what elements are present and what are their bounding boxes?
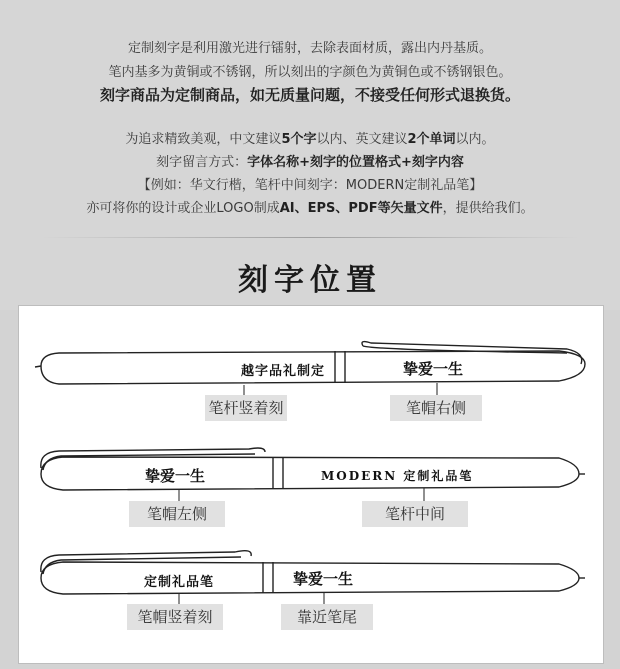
label-barrel-vertical: 笔杆竖着刻 (205, 395, 287, 421)
engraving-positions-panel (18, 305, 604, 664)
intro-section (0, 0, 620, 310)
pen-1-barrel-engraving: 越字品礼制定 (241, 364, 326, 379)
label-cap-left: 笔帽左侧 (129, 501, 225, 527)
pen-1-cap-engraving: 挚爱一生 (403, 360, 464, 378)
line7-text-a: 亦可将你的设计或企业LOGO制成 (86, 201, 280, 216)
vector-formats: AI、EPS、PDF等矢量文件 (279, 201, 443, 216)
line4-text-e: 以内。 (455, 132, 495, 147)
pen-2-drawing (41, 448, 585, 504)
intro-line-5 (0, 151, 620, 170)
label-cap-right: 笔帽右侧 (390, 395, 482, 421)
intro-line-7 (0, 197, 620, 216)
intro-line-1: 定制刻字是利用激光进行镭射，去除表面材质，露出内丹基质。 (127, 41, 492, 56)
divider (40, 237, 580, 238)
intro-line-4 (0, 128, 620, 147)
pen-2-barrel-engraving: MODERN 定制礼品笔 (321, 469, 474, 483)
pen-3-cap-engraving: 定制礼品笔 (144, 575, 215, 590)
intro-warning: 刻字商品为定制商品，如无质量问题，不接受任何形式退换货。 (99, 86, 520, 104)
label-near-tail: 靠近笔尾 (281, 604, 373, 630)
pen-2-cap-engraving: 挚爱一生 (145, 467, 206, 485)
english-limit: 2个单词 (407, 132, 456, 147)
line5-text-a: 刻字留言方式： (156, 155, 248, 170)
line7-text-c: ，提供给我们。 (442, 201, 534, 216)
line4-text-c: 以内、英文建议 (316, 132, 408, 147)
section-title: 刻字位置 (238, 263, 382, 298)
pen-3-barrel-engraving: 挚爱一生 (293, 570, 354, 588)
chinese-limit: 5个字 (281, 132, 317, 147)
label-barrel-middle: 笔杆中间 (362, 501, 468, 527)
intro-line-6: 【例如：华文行楷，笔杆中间刻字：MODERN定制礼品笔】 (137, 178, 483, 193)
label-cap-vertical: 笔帽竖着刻 (127, 604, 223, 630)
line4-text-a: 为追求精致美观，中文建议 (125, 132, 282, 147)
message-format: 字体名称+刻字的位置格式+刻字内容 (247, 155, 464, 170)
intro-line-2: 笔内基多为黄铜或不锈钢，所以刻出的字颜色为黄铜色或不锈钢银色。 (108, 65, 512, 80)
